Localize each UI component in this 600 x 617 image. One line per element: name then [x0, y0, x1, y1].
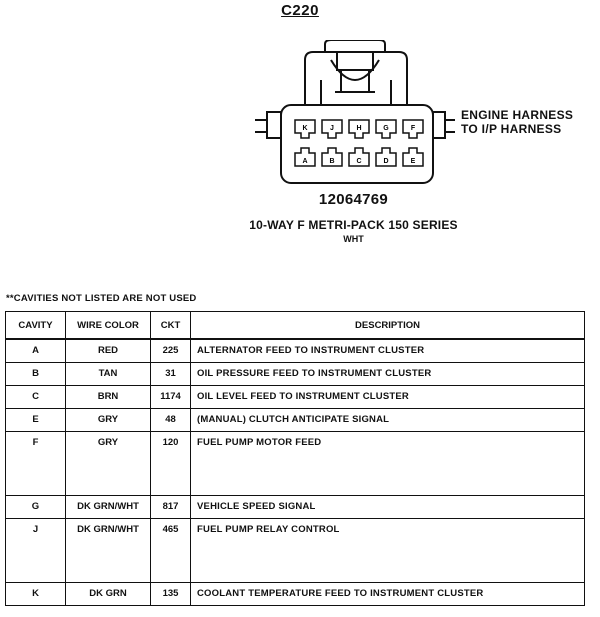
table-row [6, 408, 585, 431]
cell-wire-color: DK GRN/WHT [66, 518, 151, 582]
cavity-b [322, 148, 342, 166]
cell-description: FUEL PUMP MOTOR FEED [191, 431, 585, 495]
cell-ckt: 48 [151, 408, 191, 431]
cavity-row-top [295, 120, 423, 138]
cell-cavity: F [6, 431, 66, 495]
connector-body [281, 105, 433, 183]
connector-color: WHT [343, 234, 364, 244]
cell-description: FUEL PUMP RELAY CONTROL [191, 518, 585, 582]
cell-ckt: 120 [151, 431, 191, 495]
cell-ckt: 135 [151, 582, 191, 605]
cell-cavity: J [6, 518, 66, 582]
cavity-letter: D [383, 158, 389, 165]
table-row [6, 362, 585, 385]
cavity-letter: E [410, 158, 416, 165]
cavity-g [376, 120, 396, 138]
cell-ckt: 1174 [151, 385, 191, 408]
cavity-letter: B [329, 158, 335, 165]
cell-description: COOLANT TEMPERATURE FEED TO INSTRUMENT CLUSTER [191, 582, 585, 605]
table-row [6, 518, 585, 582]
cell-cavity: K [6, 582, 66, 605]
part-number: 12064769 [318, 191, 389, 208]
table-row [6, 339, 585, 362]
table-row [6, 385, 585, 408]
cavity-f [403, 120, 423, 138]
cell-wire-color: BRN [66, 385, 151, 408]
cell-description: OIL LEVEL FEED TO INSTRUMENT CLUSTER [191, 385, 585, 408]
cavity-a [295, 148, 315, 166]
cell-description: (MANUAL) CLUTCH ANTICIPATE SIGNAL [191, 408, 585, 431]
connector-title: C220 [281, 2, 319, 19]
cell-cavity: E [6, 408, 66, 431]
cell-description: VEHICLE SPEED SIGNAL [191, 495, 585, 518]
cell-description: OIL PRESSURE FEED TO INSTRUMENT CLUSTER [191, 362, 585, 385]
cavity-letter: C [356, 158, 362, 165]
header-description: DESCRIPTION [191, 312, 585, 340]
cell-cavity: B [6, 362, 66, 385]
table-row [6, 495, 585, 518]
table-header-row [6, 312, 585, 340]
cell-ckt: 465 [151, 518, 191, 582]
unused-cavities-note: **CAVITIES NOT LISTED ARE NOT USED [6, 293, 197, 304]
cell-wire-color: GRY [66, 408, 151, 431]
cell-wire-color: TAN [66, 362, 151, 385]
harness-label: ENGINE HARNESS TO I/P HARNESS [461, 108, 574, 136]
header-ckt: CKT [151, 312, 191, 340]
cavity-table [5, 311, 585, 606]
cavity-letter: F [410, 125, 416, 132]
connector-series: 10-WAY F METRI-PACK 150 SERIES [249, 218, 458, 232]
cavity-letter: G [383, 125, 389, 132]
cavity-c [349, 148, 369, 166]
header-cavity: CAVITY [6, 312, 66, 340]
cell-ckt: 817 [151, 495, 191, 518]
cavity-letter: H [356, 125, 362, 132]
cavity-letter: J [330, 125, 334, 132]
cell-description: ALTERNATOR FEED TO INSTRUMENT CLUSTER [191, 339, 585, 362]
cavity-j [322, 120, 342, 138]
cell-wire-color: DK GRN [66, 582, 151, 605]
table-row [6, 431, 585, 495]
cell-cavity: A [6, 339, 66, 362]
cell-wire-color: GRY [66, 431, 151, 495]
header-wire-color: WIRE COLOR [66, 312, 151, 340]
cell-ckt: 225 [151, 339, 191, 362]
cell-ckt: 31 [151, 362, 191, 385]
cavity-h [349, 120, 369, 138]
connector-face-diagram [255, 40, 455, 190]
cavity-row-bottom [295, 148, 423, 166]
cavity-e [403, 148, 423, 166]
cavity-k [295, 120, 315, 138]
cavity-letter: K [302, 125, 308, 132]
cavity-d [376, 148, 396, 166]
cell-wire-color: DK GRN/WHT [66, 495, 151, 518]
cell-cavity: G [6, 495, 66, 518]
cell-cavity: C [6, 385, 66, 408]
cell-wire-color: RED [66, 339, 151, 362]
table-row [6, 582, 585, 605]
cavity-letter: A [302, 158, 308, 165]
